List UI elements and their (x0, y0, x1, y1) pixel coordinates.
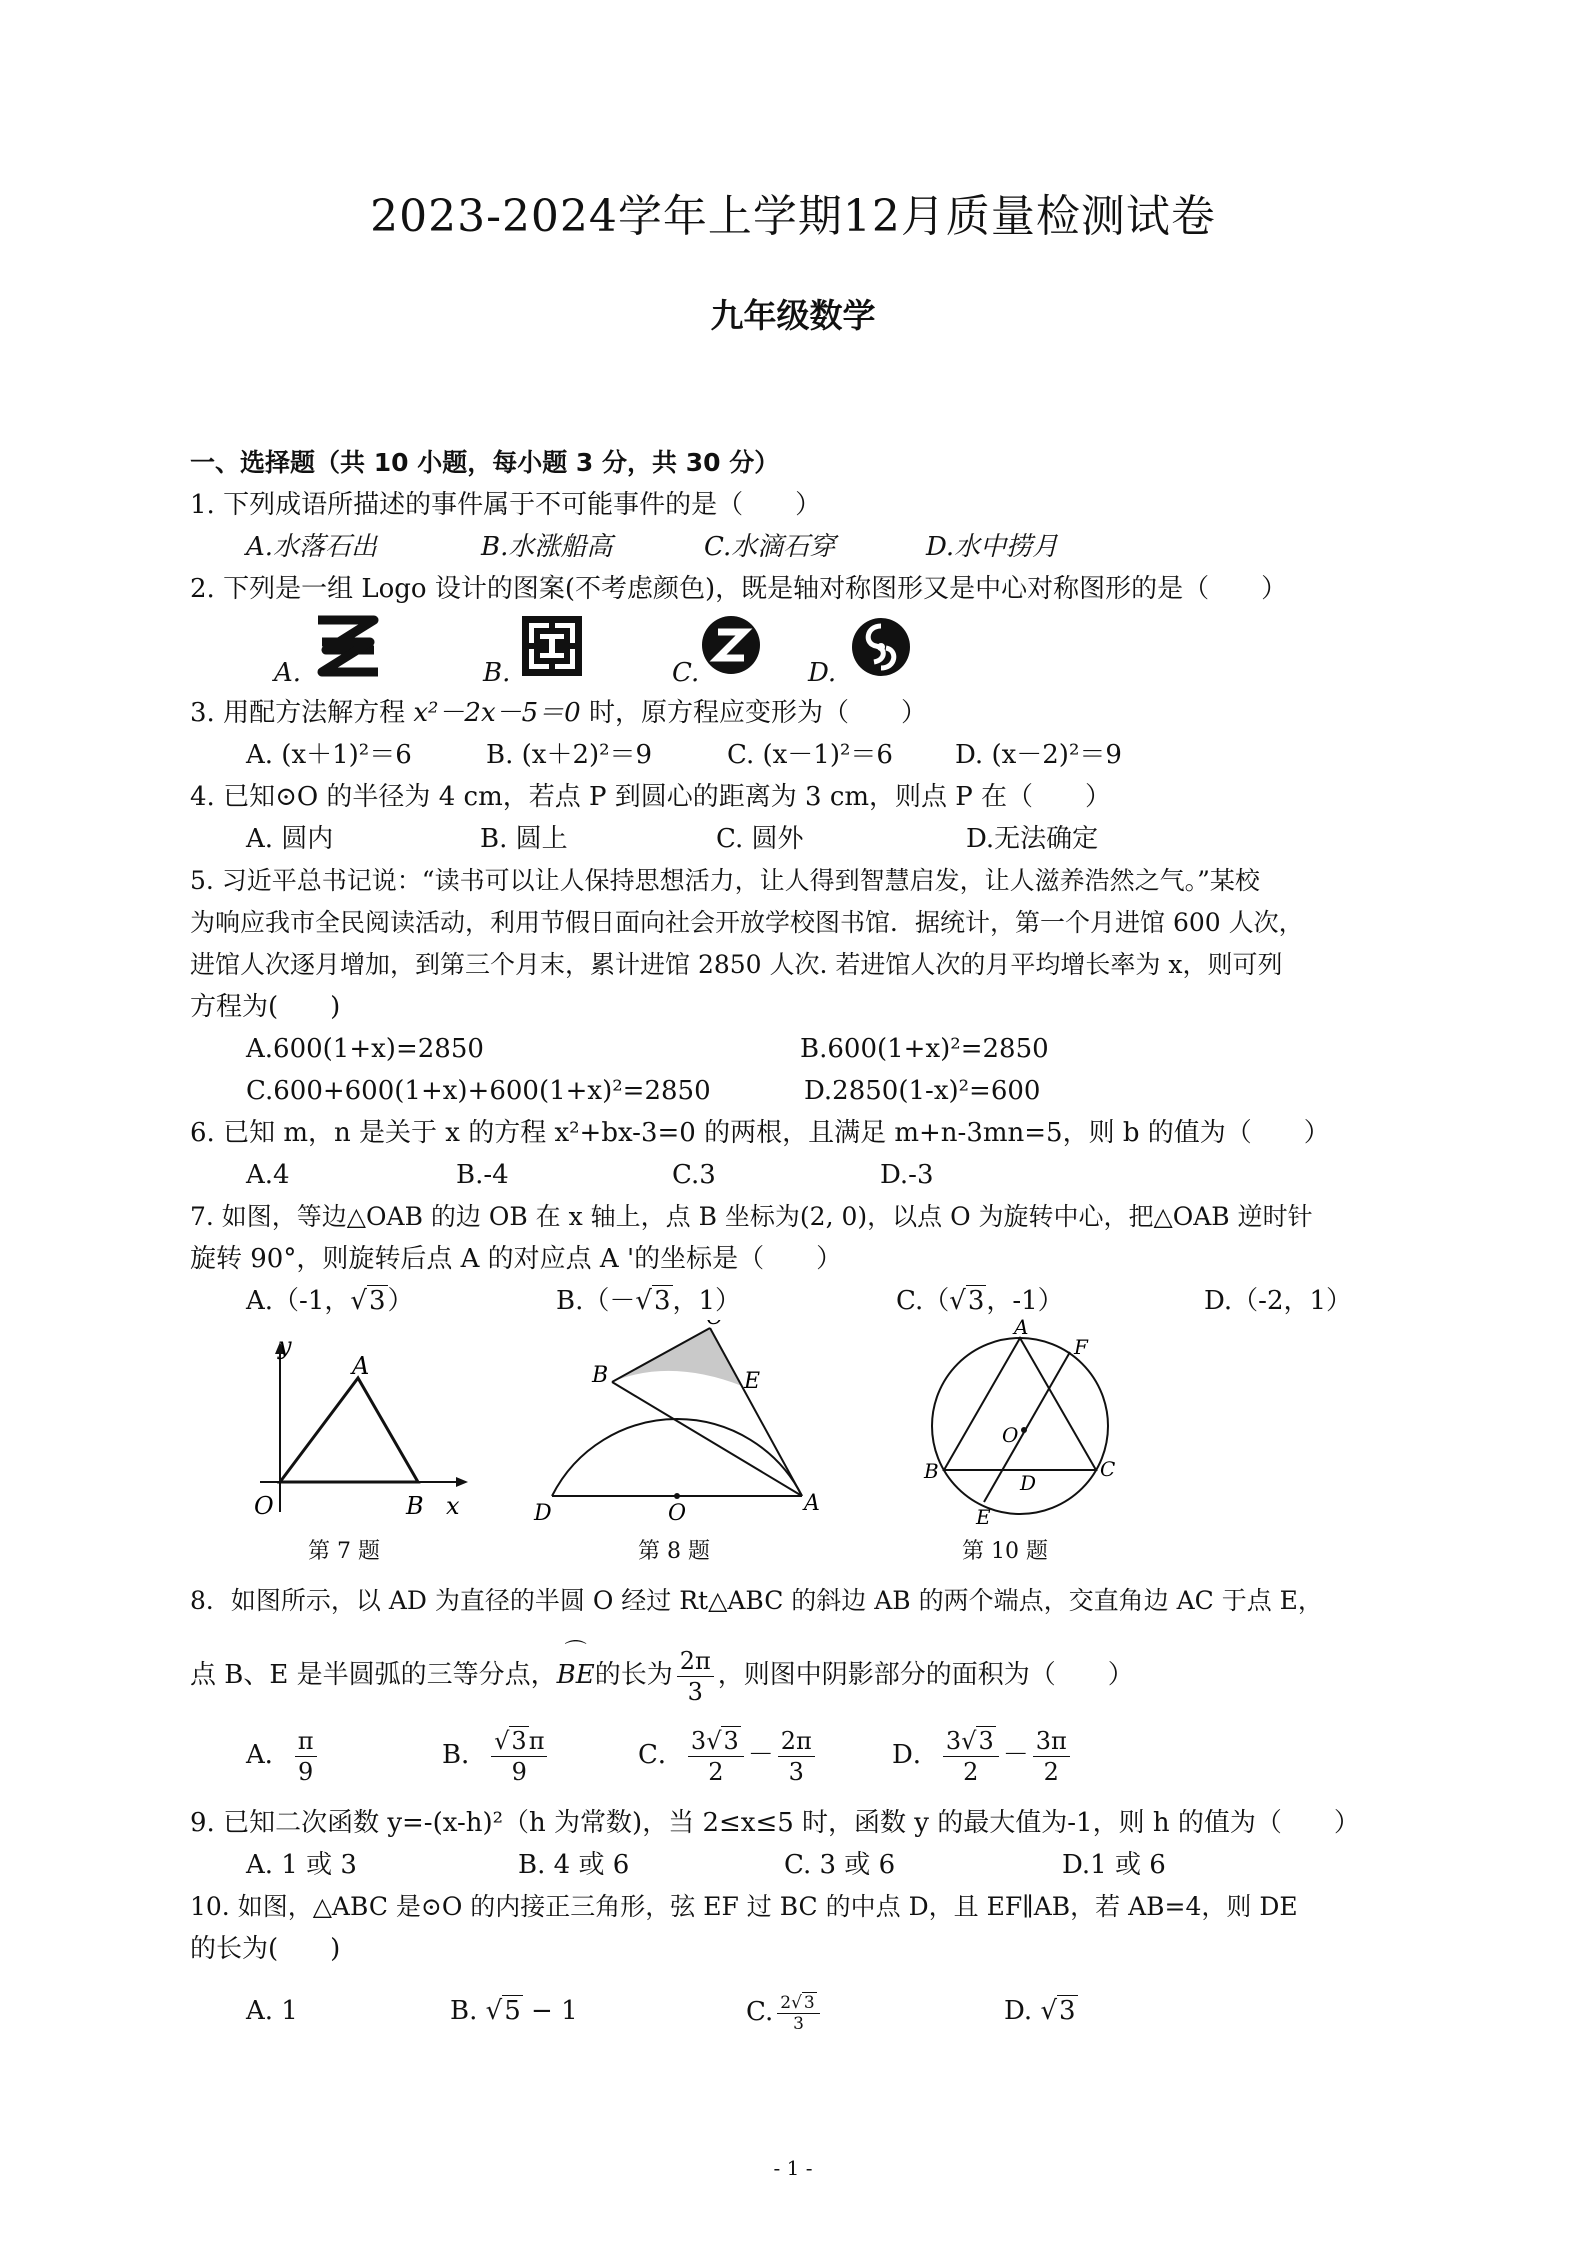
question-7-option-a-radicand: 3 (368, 1286, 386, 1316)
option-b-denominator: 9 (511, 1757, 527, 1786)
question-7-option-b-radicand: 3 (653, 1286, 671, 1316)
question-1-option-c: C.水滴石穿 (704, 532, 836, 562)
q10-option-d-label: D. (1004, 1996, 1033, 2026)
question-7-line-1: 7. 如图，等边△OAB 的边 OB 在 x 轴上，点 B 坐标为(2, 0)，以点 O 为旋转中心，把△OAB 逆时针 (190, 1202, 1313, 1231)
circle-z-logo-icon (700, 614, 762, 680)
question-4-option-d: D.无法确定 (966, 824, 1099, 854)
question-9-option-d: D.1 或 6 (1062, 1850, 1166, 1880)
question-7-option-c-radicand: 3 (967, 1286, 985, 1316)
question-5-option-a: A.600(1+x)=2850 (246, 1034, 484, 1064)
swirl-circle-logo-icon (850, 616, 912, 682)
q10-option-c-radicand: 3 (803, 1992, 815, 2013)
maze-square-logo-icon (520, 614, 584, 682)
question-4-stem: 4. 已知⊙O 的半径为 4 cm，若点 P 到圆心的距离为 3 cm，则点 P 在（ ） (190, 782, 1112, 812)
fig10-label-e: E (976, 1505, 991, 1529)
option-a-label: A． (246, 1740, 291, 1770)
question-2-option-d: D. (808, 658, 837, 688)
question-4-option-a: A. 圆内 (246, 824, 334, 854)
figure-7 (250, 1330, 480, 1534)
question-10-option-d: D. √3 (1004, 1996, 1076, 2026)
option-d-radicand: 3 (978, 1726, 994, 1755)
question-2-stem: 2. 下列是一组 Logo 设计的图案(不考虑颜色)，既是轴对称图形又是中心对称图形的是（ ） (190, 574, 1288, 604)
question-7-option-b-post: ，1） (672, 1286, 742, 1316)
question-6-option-b: B.-4 (456, 1160, 509, 1190)
question-2-option-a: A. (274, 658, 302, 688)
fig8-shaded-region (612, 1328, 742, 1386)
fig7-x-arrow (456, 1477, 468, 1487)
fig7-label-b: B (406, 1492, 424, 1520)
fig10-center-point (1021, 1427, 1027, 1433)
question-8-line-2-pre: 点 B、E 是半圆弧的三等分点， (190, 1660, 557, 1690)
fig8-label-c (706, 1320, 723, 1330)
question-3-option-c: C. (x－1)²＝6 (727, 740, 893, 770)
question-4-option-c: C. 圆外 (716, 824, 804, 854)
option-c-coefficient: 3 (690, 1726, 707, 1755)
question-8-arc-length (677, 1646, 714, 1707)
option-c-label: C． (638, 1740, 684, 1770)
question-2-option-b: B. (483, 658, 511, 688)
q10-option-b-post: − 1 (522, 1996, 578, 2026)
question-8-option-c (638, 1720, 819, 1790)
question-7-option-a-post: ） (387, 1286, 414, 1316)
question-10-option-a: A. 1 (246, 1996, 298, 2026)
figure-10-caption: 第 10 题 (962, 1539, 1048, 1564)
question-1-stem: 1. 下列成语所描述的事件属于不可能事件的是（ ） (190, 490, 822, 520)
question-8-option-d (892, 1720, 1074, 1790)
fig10-label-b: B (924, 1459, 939, 1483)
fig7-label-o: O (254, 1492, 274, 1520)
fig8-label-o: O (668, 1501, 687, 1526)
question-8-arc-be: ⌒ BE (557, 1640, 595, 1710)
option-d-fraction-1 (943, 1726, 999, 1787)
question-7-option-c-pre: C.（ (896, 1286, 950, 1316)
question-5-line-4: 方程为( ) (190, 992, 341, 1022)
question-3-stem-post: 时，原方程应变形为（ ） (580, 698, 927, 728)
fig8-semicircle (552, 1419, 802, 1496)
option-b-radicand: 3 (511, 1726, 527, 1755)
question-10-line-1: 10. 如图，△ABC 是⊙O 的内接正三角形，弦 EF 过 BC 的中点 D，且 EF∥AB，若 AB=4，则 DE (190, 1892, 1298, 1921)
fig8-side-ab (612, 1382, 802, 1496)
page-title: 2023-2024学年上学期12月质量检测试卷 (370, 191, 1216, 242)
option-c-denominator-1: 2 (708, 1757, 724, 1786)
question-9-option-a: A. 1 或 3 (246, 1850, 357, 1880)
question-9-stem: 9. 已知二次函数 y=-(x-h)²（h 为常数)，当 2≤x≤5 时，函数 y 的最大值为-1，则 h 的值为（ ） (190, 1808, 1360, 1838)
q10-option-c-denominator: 3 (793, 2013, 804, 2034)
option-c-fraction-2 (778, 1726, 815, 1787)
fig10-label-a: A (1014, 1318, 1029, 1339)
question-8-line-1: 8．如图所示，以 AD 为直径的半圆 O 经过 Rt△ABC 的斜边 AB 的两个端点，交直角边 AC 于点 E， (190, 1586, 1323, 1615)
option-d-minus: － (1002, 1740, 1029, 1770)
question-7-option-d: D.（-2，1） (1204, 1286, 1353, 1316)
figure-7-caption: 第 7 题 (308, 1539, 380, 1564)
question-5-option-c: C.600+600(1+x)+600(1+x)²=2850 (246, 1076, 711, 1106)
question-5-line-2: 为响应我市全民阅读活动，利用节假日面向社会开放学校图书馆．据统计，第一个月进馆 600 人次， (190, 908, 1304, 937)
option-c-fraction-1 (688, 1726, 744, 1787)
fig10-label-f: F (1074, 1335, 1088, 1359)
question-1-option-a: A.水落石出 (246, 532, 378, 562)
option-b-label: B． (442, 1740, 488, 1770)
question-8-line-2-mid: 的长为 (594, 1660, 673, 1690)
fig8-label-e: E (744, 1369, 761, 1394)
question-10-option-b: B. √5 − 1 (450, 1996, 578, 2026)
arc-length-numerator: 2π (677, 1646, 714, 1677)
question-7-option-b: B.（－√3，1） (556, 1286, 742, 1316)
q10-option-b-label: B. (450, 1996, 478, 2026)
option-d-numerator-1: 3√3 (943, 1726, 999, 1757)
option-d-numerator-2: 3π (1033, 1726, 1070, 1757)
option-c-denominator-2: 3 (788, 1757, 804, 1786)
question-3-stem (190, 696, 927, 730)
question-7-option-a: A.（-1，√3） (246, 1286, 414, 1316)
question-8-line-2-post: ，则图中阴影部分的面积为（ ） (717, 1660, 1134, 1690)
page-number: - 1 - (773, 2156, 813, 2180)
option-b-fraction (491, 1726, 547, 1787)
question-5-option-b: B.600(1+x)²=2850 (800, 1034, 1049, 1064)
option-c-radicand: 3 (723, 1726, 739, 1755)
option-d-label: D． (892, 1740, 939, 1770)
page-subtitle: 九年级数学 (710, 296, 876, 335)
fig10-label-d: D (1020, 1471, 1037, 1495)
question-6-option-c: C.3 (672, 1160, 716, 1190)
arc-length-denominator: 3 (687, 1677, 703, 1706)
option-c-numerator-2: 2π (778, 1726, 815, 1757)
fig10-label-c: C (1100, 1457, 1116, 1481)
section-heading: 一、选择题（共 10 小题，每小题 3 分，共 30 分） (190, 448, 780, 477)
q10-option-c-fraction (777, 1993, 820, 2034)
question-4-option-b: B. 圆上 (480, 824, 568, 854)
q10-option-c-numerator: 2√ 3 (777, 1993, 820, 2014)
option-a-denominator: 9 (298, 1757, 314, 1786)
option-d-denominator-1: 2 (963, 1757, 979, 1786)
fig8-label-b: B (592, 1363, 609, 1388)
question-10-line-2: 的长为( ) (190, 1934, 341, 1964)
question-7-option-c-post: ，-1） (986, 1286, 1064, 1316)
question-7-option-a-pre: A.（-1， (246, 1286, 351, 1316)
question-1-option-b: B.水涨船高 (481, 532, 613, 562)
option-c-minus: － (747, 1740, 774, 1770)
question-3-equation: x²－2x－5＝0 (413, 698, 581, 728)
question-3-option-b: B. (x＋2)²＝9 (486, 740, 653, 770)
question-3-option-a: A. (x＋1)²＝6 (246, 740, 412, 770)
fig8-label-a: A (804, 1491, 820, 1516)
figure-10 (920, 1318, 1120, 1536)
option-d-denominator-2: 2 (1043, 1757, 1059, 1786)
option-d-coefficient: 3 (945, 1726, 962, 1755)
q10-option-d-radicand: 3 (1059, 1996, 1076, 2026)
question-1-option-d: D.水中捞月 (926, 532, 1059, 562)
interlocked-s-logo-icon (312, 612, 384, 684)
figure-8 (530, 1320, 830, 1534)
question-8-line-2 (190, 1640, 1134, 1710)
q10-option-b-radicand: 5 (504, 1996, 521, 2026)
question-9-option-c: C. 3 或 6 (784, 1850, 896, 1880)
question-6-stem: 6. 已知 m，n 是关于 x 的方程 x²+bx-3=0 的两根，且满足 m+n-3mn=5，则 b 的值为（ ） (190, 1118, 1330, 1148)
question-2-option-c: C. (672, 658, 700, 688)
question-6-option-a: A.4 (246, 1160, 290, 1190)
option-a-fraction (295, 1726, 317, 1787)
q10-option-c-coefficient: 2 (780, 1992, 792, 2013)
option-d-fraction-2 (1033, 1726, 1070, 1787)
option-b-pi: π (528, 1726, 545, 1755)
question-5-option-d: D.2850(1-x)²=600 (804, 1076, 1041, 1106)
question-6-option-d: D.-3 (880, 1160, 934, 1190)
question-8-option-a (246, 1720, 321, 1790)
fig7-triangle (280, 1378, 418, 1482)
question-3-option-d: D. (x－2)²＝9 (955, 740, 1122, 770)
question-7-option-b-pre: B.（－ (556, 1286, 636, 1316)
question-9-option-b: B. 4 或 6 (518, 1850, 630, 1880)
fig7-label-y: y (278, 1332, 292, 1360)
fig8-side-ca (710, 1328, 802, 1496)
question-5-line-1: 5. 习近平总书记说：“读书可以让人保持思想活力，让人得到智慧启发，让人滋养浩然之气。”某校 (190, 866, 1260, 895)
q10-option-c-label: C. (746, 1997, 774, 2027)
fig8-center-point (674, 1493, 680, 1499)
question-5-line-3: 进馆人次逐月增加，到第三个月末，累计进馆 2850 人次. 若进馆人次的月平均增长率为 x，则可列 (190, 950, 1283, 979)
option-c-numerator-1: 3√3 (688, 1726, 744, 1757)
fig7-label-x: x (446, 1492, 460, 1520)
figure-8-caption: 第 8 题 (638, 1539, 710, 1564)
question-8-option-b (442, 1720, 551, 1790)
fig7-label-a: A (352, 1352, 370, 1380)
question-3-stem-pre: 3. 用配方法解方程 (190, 698, 414, 728)
option-a-numerator: π (295, 1726, 317, 1757)
fig10-label-o: O (1002, 1423, 1019, 1447)
question-10-option-c (746, 1984, 824, 2040)
option-b-numerator: √3π (491, 1726, 547, 1757)
fig8-label-d: D (534, 1501, 552, 1526)
question-7-option-c: C.（√3，-1） (896, 1286, 1064, 1316)
question-7-line-2: 旋转 90°，则旋转后点 A 的对应点 A '的坐标是（ ） (190, 1244, 843, 1274)
